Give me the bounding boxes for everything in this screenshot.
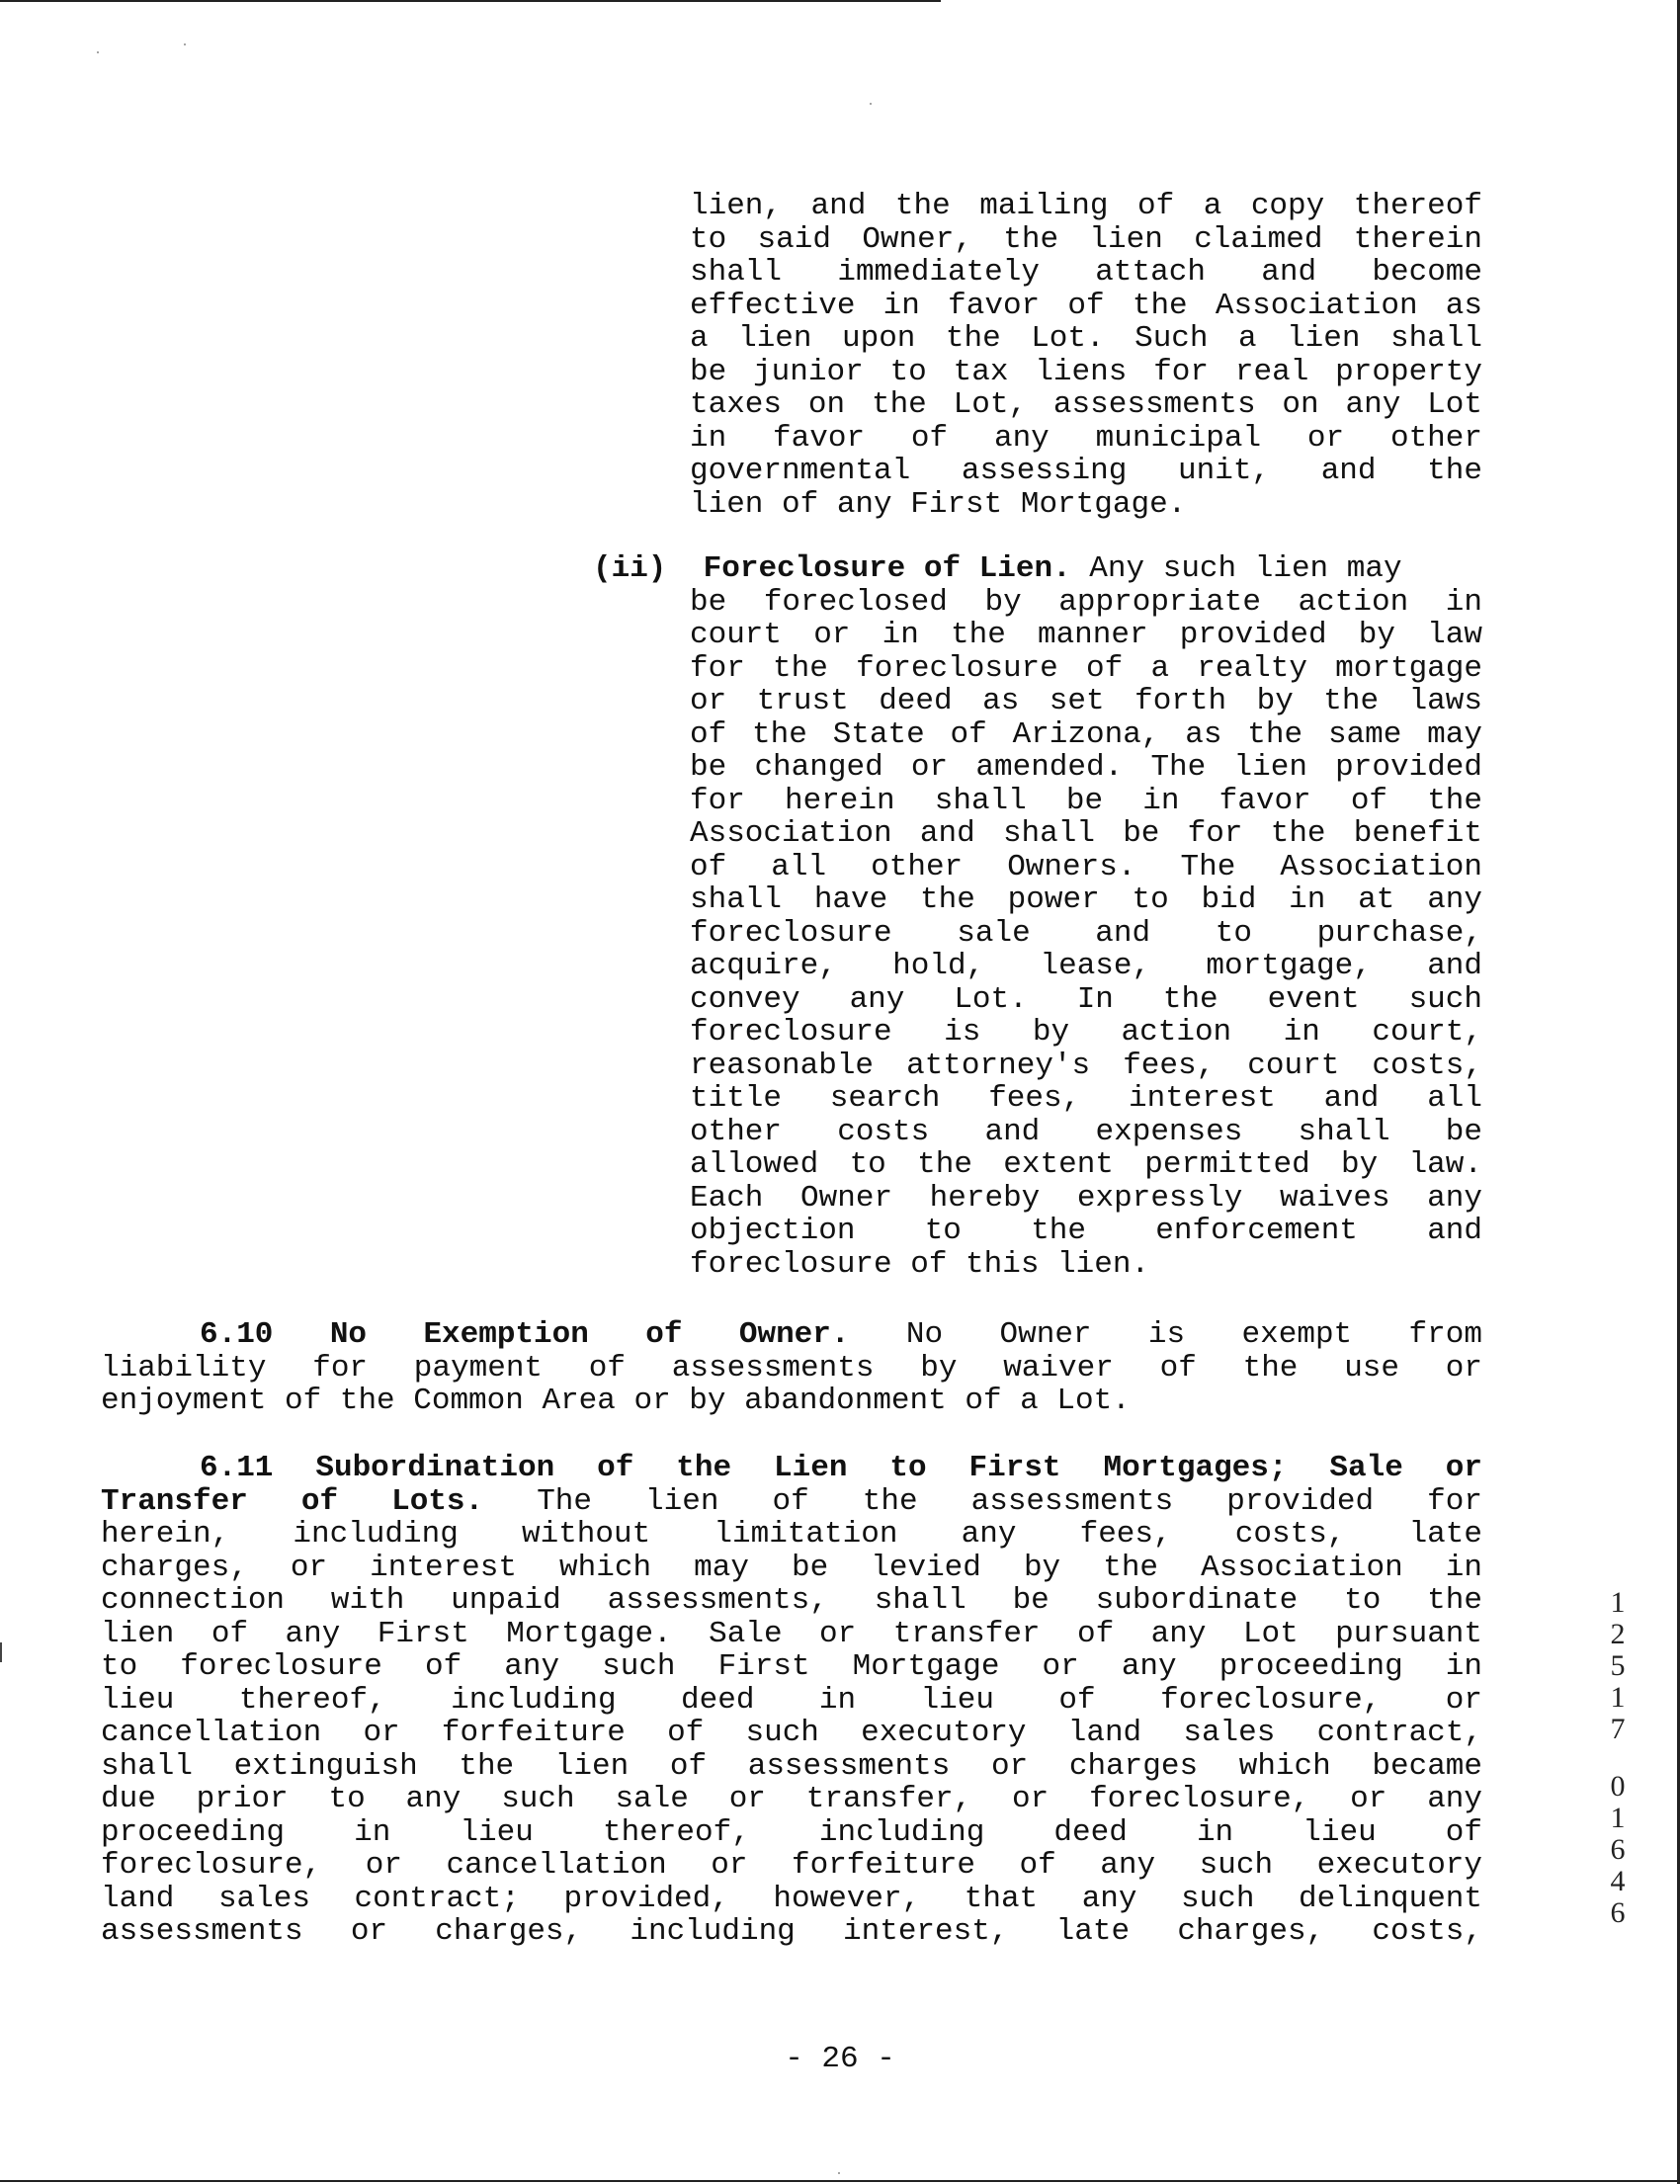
text-line: Association and shall be for the benefit: [690, 816, 1482, 851]
text-line: of the State of Arizona, as the same may: [690, 716, 1482, 752]
text-line: effective in favor of the Association as: [690, 288, 1482, 323]
text-line: to said Owner, the lien claimed therein: [690, 221, 1482, 257]
text-line: of all other Owners. The Association: [690, 849, 1482, 884]
text-line: foreclosure is by action in court,: [690, 1015, 1482, 1050]
text-span: Any such lien may: [1070, 551, 1402, 586]
text-line: be junior to tax liens for real property: [690, 354, 1482, 389]
section-body: [101, 1485, 1482, 1949]
text-line: lien of any First Mortgage. Sale or transfer of any Lot pursuant: [101, 1616, 1482, 1651]
recording-digit: 6: [1610, 1833, 1626, 1866]
text-line: lien of any First Mortgage.: [690, 486, 1187, 522]
text-line: title search fees, interest and all: [690, 1081, 1482, 1116]
paragraph-body: [690, 586, 1482, 1282]
text-line: shall immediately attach and become: [690, 255, 1482, 290]
text-line: to foreclosure of any such First Mortgage or any proceeding in: [101, 1649, 1482, 1684]
item-marker: (ii): [593, 551, 667, 586]
text-line: foreclosure of this lien.: [690, 1246, 1150, 1282]
text-line: land sales contract; provided, however, that any such delinquent: [101, 1881, 1482, 1916]
lien-continuation-paragraph: [690, 190, 1482, 521]
text-line: for the foreclosure of a realty mortgage: [690, 650, 1482, 686]
text-line: shall have the power to bid in at any: [690, 882, 1482, 917]
section-body: [101, 1352, 1482, 1418]
section-heading: Subordination of the Lien to First Mortgages; Sale or: [315, 1451, 1482, 1485]
recording-digit: 6: [1610, 1896, 1626, 1929]
recording-digit: 1: [1610, 1802, 1626, 1834]
text-line: foreclosure, or cancellation or forfeiture of any such executory: [101, 1848, 1482, 1883]
text-line: reasonable attorney's fees, court costs,: [690, 1048, 1482, 1083]
recording-digit: 2: [1610, 1618, 1626, 1650]
scan-speck: [838, 2172, 840, 2174]
first-line: [200, 1318, 1482, 1352]
text-line: or trust deed as set forth by the laws: [690, 684, 1482, 718]
text-line: shall extinguish the lien of assessments or charges which became: [101, 1748, 1482, 1784]
text-line: in favor of any municipal or other: [690, 420, 1482, 456]
recording-digit: 4: [1610, 1865, 1626, 1897]
text-line: court or in the manner provided by law: [690, 618, 1482, 652]
text-line: other costs and expenses shall be: [690, 1114, 1482, 1149]
text-line: due prior to any such sale or transfer, or foreclosure, or any: [101, 1782, 1482, 1816]
recording-digit: 0: [1610, 1770, 1626, 1803]
scan-speck: [184, 43, 186, 45]
text-line: herein, including without limitation any fees, costs, late: [101, 1517, 1482, 1552]
margin-mark: [0, 1642, 8, 1662]
recording-number: [1601, 1587, 1635, 1929]
section-6-10-paragraph: [101, 1317, 1482, 1418]
text-line: allowed to the extent permitted by law.: [690, 1147, 1482, 1182]
text-line: be changed or amended. The lien provided: [690, 750, 1482, 785]
section-heading: No Exemption of Owner.: [329, 1317, 850, 1352]
text-line: taxes on the Lot, assessments on any Lot: [690, 387, 1482, 422]
text-line: convey any Lot. In the event such: [690, 981, 1482, 1017]
text-line: governmental assessing unit, and the: [690, 454, 1482, 488]
text-line: Each Owner hereby expressly waives any: [690, 1180, 1482, 1216]
text-line: enjoyment of the Common Area or by abandonment of a Lot.: [101, 1384, 1131, 1418]
section-6-11-paragraph: [101, 1451, 1482, 1949]
recording-digit: 7: [1610, 1713, 1626, 1745]
recording-gap: [1601, 1745, 1635, 1771]
text-line: be foreclosed by appropriate action in: [690, 584, 1482, 620]
text-line: lien, and the mailing of a copy thereof: [690, 189, 1482, 223]
recording-digit: 1: [1610, 1586, 1626, 1619]
recording-digit: 1: [1610, 1681, 1626, 1714]
text-span: The lien of the assessments provided for: [483, 1483, 1482, 1519]
text-span: No Owner is exempt from: [849, 1317, 1482, 1352]
text-line: proceeding in lieu thereof, including deed in lieu of: [101, 1814, 1482, 1850]
text-line: objection to the enforcement and: [690, 1214, 1482, 1248]
recording-digit: 5: [1610, 1649, 1626, 1682]
section-number: 6.10: [200, 1317, 274, 1352]
text-line: assessments or charges, including interest, late charges, costs,: [101, 1914, 1482, 1949]
scan-speck: [97, 51, 99, 53]
text-line: for herein shall be in favor of the: [690, 783, 1482, 818]
first-line: [593, 552, 1482, 586]
text-line: foreclosure sale and to purchase,: [690, 915, 1482, 951]
paragraph-heading: Foreclosure of Lien.: [703, 551, 1071, 586]
section-number: 6.11: [200, 1451, 274, 1485]
section-heading-continued: Transfer of Lots.: [101, 1483, 484, 1519]
page-number: - 26 -: [785, 2042, 895, 2076]
text-line: a lien upon the Lot. Such a lien shall: [690, 321, 1482, 356]
text-line: cancellation or forfeiture of such executory land sales contract,: [101, 1716, 1482, 1750]
text-line: connection with unpaid assessments, shall be subordinate to the: [101, 1583, 1482, 1618]
text-line: lieu thereof, including deed in lieu of foreclosure, or: [101, 1682, 1482, 1718]
text-line: charges, or interest which may be levied by the Association in: [101, 1550, 1482, 1585]
text-line: [101, 1485, 1482, 1519]
text-line: acquire, hold, lease, mortgage, and: [690, 949, 1482, 983]
first-line: [200, 1452, 1482, 1485]
top-rule: [0, 0, 941, 2]
scan-speck: [870, 103, 872, 105]
foreclosure-of-lien-paragraph: [593, 552, 1482, 1281]
bottom-edge-rule: [0, 2180, 1680, 2182]
text-line: liability for payment of assessments by waiver of the use or: [101, 1350, 1482, 1386]
